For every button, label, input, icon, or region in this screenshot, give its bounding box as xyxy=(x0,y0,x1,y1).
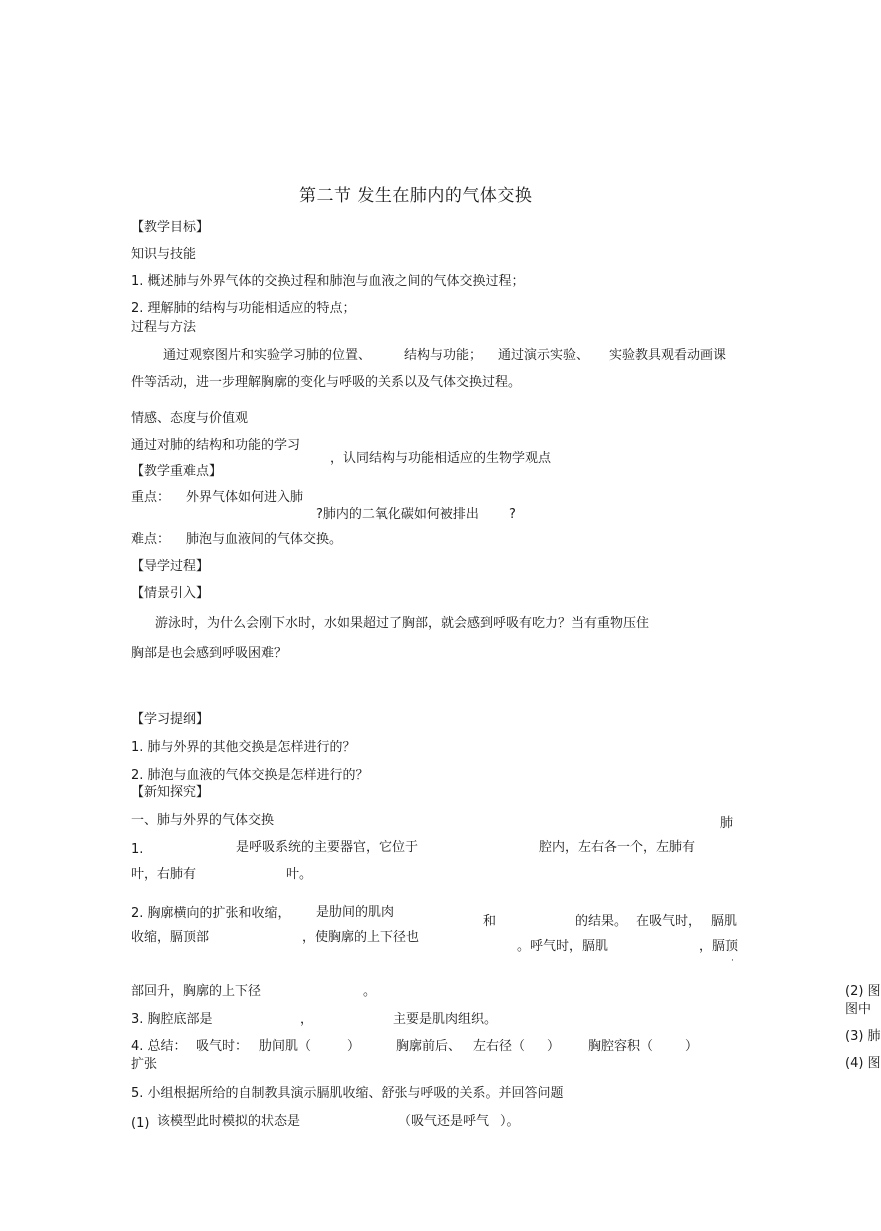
knowledge-item-2: 2. 理解肺的结构与功能相适应的特点； xyxy=(131,301,356,316)
item-2-text-f: 收缩，膈顶部 xyxy=(131,930,210,945)
item-3-text-a: 3. 胸腔底部是 xyxy=(131,1012,213,1027)
key-point-text-b: ?肺内的二氧化碳如何被排出 xyxy=(316,507,479,522)
page-title: 第二节 发生在肺内的气体交换 xyxy=(299,186,533,206)
scenario-text-2: 胸部是也会感到呼吸困难？ xyxy=(131,646,288,661)
item-4-text-g: ） xyxy=(547,1039,561,1054)
outline-heading: 【学习提纲】 xyxy=(131,712,210,727)
outline-item-1: 1. 肺与外界的其他交换是怎样进行的？ xyxy=(131,740,356,755)
margin-overflow-1: (2) 图 xyxy=(845,984,881,999)
outline-item-2: 2. 肺泡与血液的气体交换是怎样进行的？ xyxy=(131,768,369,783)
values-heading: 情感、态度与价值观 xyxy=(131,411,249,426)
question-1-text-c: ）。 xyxy=(500,1114,520,1129)
process-method-heading: 过程与方法 xyxy=(131,320,197,335)
item-2-text-a: 2. 胸廓横向的扩张和收缩， xyxy=(131,906,291,921)
item-1-number: 1. xyxy=(131,842,144,857)
process-text-2: 件等活动，进一步理解胸廓的变化与呼吸的关系以及气体交换过程。 xyxy=(131,375,522,390)
key-point-question: ? xyxy=(509,507,516,522)
item-4-text-a: 4. 总结： xyxy=(131,1039,187,1054)
values-text-a: 通过对肺的结构和功能的学习 xyxy=(131,438,301,453)
section-1-title: 一、肺与外界的气体交换 xyxy=(131,813,275,828)
scenario-heading: 【情景引入】 xyxy=(131,586,210,601)
item-2-he: 和 xyxy=(483,914,497,929)
item-2-text-k: 。 xyxy=(363,984,377,999)
difficulty-text: 肺泡与血液间的气体交换。 xyxy=(186,532,343,547)
item-4-text-i: ） xyxy=(685,1039,699,1054)
item-2-text-j: 部回升，胸廓的上下径 xyxy=(131,984,262,999)
process-text-1c: 通过演示实验、 xyxy=(498,348,590,363)
knowledge-item-1: 1. 概述肺与外界气体的交换过程和肺泡与血液之间的气体交换过程； xyxy=(131,274,525,289)
explore-heading: 【新知探究】 xyxy=(131,785,210,800)
item-3-text-c: 主要是肌肉组织。 xyxy=(393,1012,498,1027)
question-1-text-a: 该模型此时模拟的状态是 xyxy=(157,1114,301,1129)
knowledge-heading: 知识与技能 xyxy=(131,247,197,262)
item-2-text-g: ，使胸廓的上下径也 xyxy=(302,930,420,945)
item-4-text-b: 吸气时： xyxy=(196,1039,249,1054)
item-4-text-j: 扩张 xyxy=(131,1057,158,1072)
process-text-1b: 结构与功能； xyxy=(404,348,483,363)
question-1-text-b: （吸气还是呼气 xyxy=(398,1114,490,1129)
fei-label: 肺 xyxy=(720,816,734,831)
question-1-number: (1) xyxy=(131,1116,150,1131)
item-4-text-f: 左右径（ xyxy=(473,1039,526,1054)
margin-overflow-1b: 图中 xyxy=(845,1002,872,1017)
item-1-text-a: 是呼吸系统的主要器官，它位于 xyxy=(236,840,419,855)
item-4-text-c: 肋间肌（ xyxy=(259,1039,312,1054)
item-1-text-b: 腔内，左右各一个，左肺有 xyxy=(539,840,696,855)
item-4-text-h: 胸腔容积（ xyxy=(588,1039,654,1054)
item-2-dot: · xyxy=(731,956,734,966)
values-text-b: ，认同结构与功能相适应的生物学观点 xyxy=(330,451,552,466)
item-2-text-i: ，膈顶 xyxy=(699,939,739,954)
difficulty-label: 难点： xyxy=(131,532,171,547)
item-1-text-d: 叶。 xyxy=(286,867,313,882)
key-point-text-a: 外界气体如何进入肺 xyxy=(186,490,304,505)
item-1-text-c: 叶，右肺有 xyxy=(131,867,197,882)
process-text-1d: 实验教具观看动画课 xyxy=(609,348,727,363)
item-4-text-d: ） xyxy=(347,1039,361,1054)
margin-overflow-2: (3) 肺 xyxy=(845,1029,881,1044)
key-point-label: 重点： xyxy=(131,490,171,505)
item-2-text-b: 是肋间的肌肉 xyxy=(316,905,395,920)
objectives-heading: 【教学目标】 xyxy=(131,220,210,235)
item-2-text-d: 在吸气时， xyxy=(636,914,702,929)
item-2-text-e: 膈肌 xyxy=(711,914,738,929)
margin-overflow-3: (4) 图 xyxy=(845,1056,881,1071)
key-points-heading: 【教学重难点】 xyxy=(131,464,223,479)
process-text-1a: 通过观察图片和实验学习肺的位置、 xyxy=(163,348,372,363)
item-2-text-c: 的结果。 xyxy=(575,914,628,929)
item-3-text-b: ， xyxy=(300,1012,314,1027)
item-2-text-h: 。呼气时，膈肌 xyxy=(517,939,609,954)
scenario-text-1: 游泳时，为什么会刚下水时，水如果超过了胸部，就会感到呼吸有吃力？当有重物压住 xyxy=(155,616,650,631)
item-5-text: 5. 小组根据所给的自制教具演示膈肌收缩、舒张与呼吸的关系。并回答问题 xyxy=(131,1086,564,1101)
item-4-text-e: 胸廓前后、 xyxy=(396,1039,462,1054)
guide-process-heading: 【导学过程】 xyxy=(131,559,210,574)
